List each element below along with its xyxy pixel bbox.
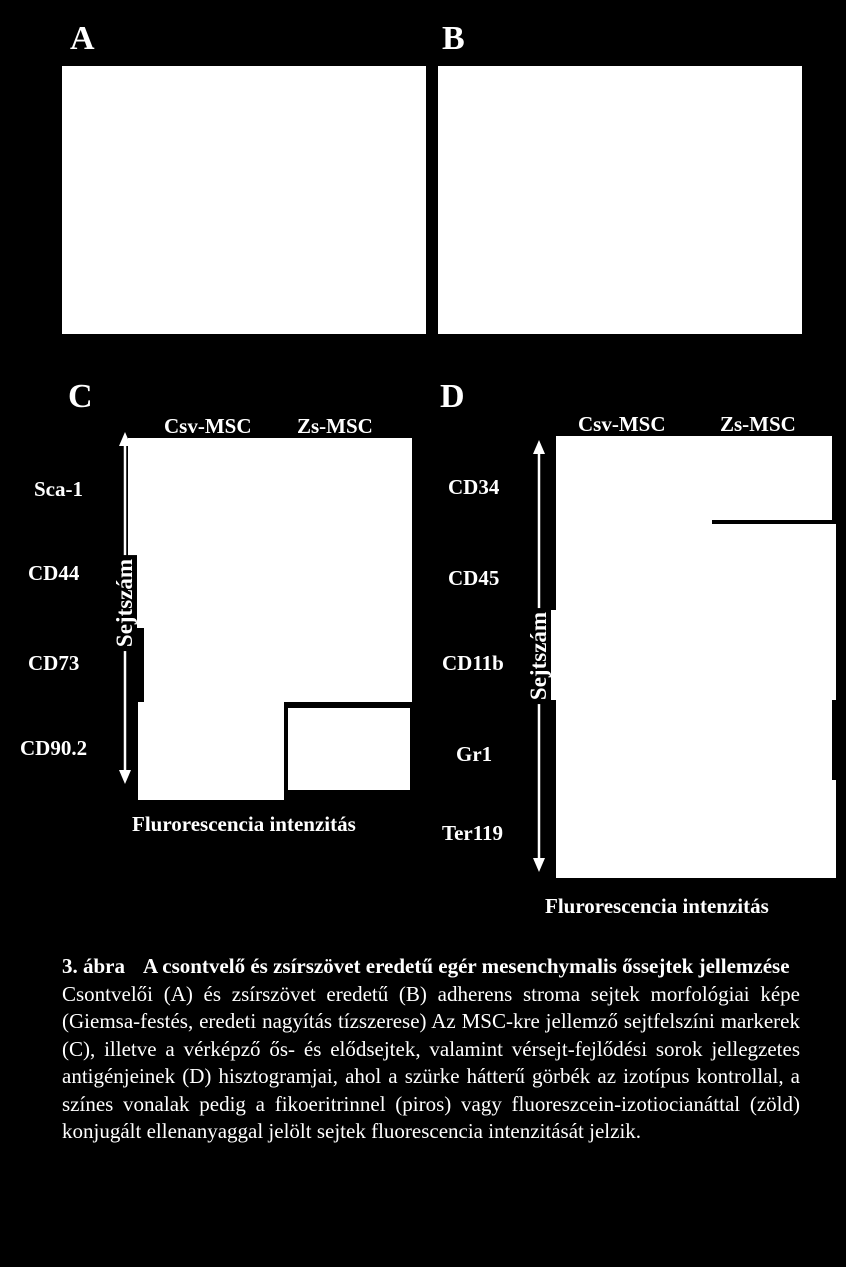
caption-title-line xyxy=(62,953,800,981)
caption-body: Csontvelői (A) és zsírszövet eredetű (B) adherens stroma sejtek morfológiai képe (Giemsa-festés, eredeti nagyítás tízszerese) Az MSC-kre jellemző sejtfelszíni markerek (C), illetve a vérképző ős- és elődsejtek, valamint vérsejt-fejlődési sorok jellegzetes antigénjeinek (D) hisztogramjai, ahol a szürke hátterű görbék az izotípus kontrollal, a színes vonalak pedig a fikoeritrinnel (piros) vagy fluoreszcein-izotiocianáttal (zöld) konjugált ellenanyaggal jelölt sejtek fluorescencia intenzitását jelzik. xyxy=(62,981,800,1143)
histogram-d-zs-4 xyxy=(712,700,832,784)
panel-label-d: D xyxy=(440,378,465,415)
panel-d-marker: CD34 xyxy=(448,475,500,499)
panel-c-marker: CD90.2 xyxy=(20,736,88,760)
histogram-d-csv-1 xyxy=(556,436,712,520)
panel-d-marker: CD11b xyxy=(442,651,504,675)
histogram-d-csv-5 xyxy=(556,788,688,878)
histogram-d-zs-3 xyxy=(712,610,836,700)
figure-caption xyxy=(62,953,800,1146)
panel-c-x-label: Flurorescencia intenzitás xyxy=(132,812,356,836)
micrograph-b xyxy=(438,66,802,334)
panel-label-c: C xyxy=(68,378,93,415)
panel-d-col-zs: Zs-MSC xyxy=(716,412,800,436)
histogram-c-zs-4 xyxy=(288,708,410,790)
histogram-c-csv-2 xyxy=(128,548,284,628)
panel-c-y-label: Sejtszám xyxy=(113,555,137,651)
panel-d-col-csv: Csv-MSC xyxy=(578,412,666,436)
panel-c-marker: CD44 xyxy=(28,561,80,585)
histogram-c-zs-1 xyxy=(284,438,412,548)
panel-d-marker: Gr1 xyxy=(456,742,493,766)
histogram-d-zs-2 xyxy=(712,524,836,610)
panel-c-marker: CD73 xyxy=(28,651,80,675)
panel-c-col-zs: Zs-MSC xyxy=(293,414,377,438)
panel-label-b: B xyxy=(442,20,465,57)
histogram-d-zs-5 xyxy=(688,780,836,878)
panel-d-y-label: Sejtszám xyxy=(527,608,551,704)
histogram-d-csv-3 xyxy=(548,610,712,700)
histogram-d-csv-4 xyxy=(556,700,712,788)
histogram-c-csv-3 xyxy=(144,628,284,702)
histogram-c-csv-1 xyxy=(128,438,284,548)
panel-label-a: A xyxy=(70,20,95,57)
histogram-d-csv-2 xyxy=(556,520,712,610)
histogram-c-zs-3 xyxy=(284,628,412,702)
panel-d-x-label: Flurorescencia intenzitás xyxy=(545,894,769,918)
micrograph-a xyxy=(62,66,426,334)
panel-c-marker: Sca-1 xyxy=(34,477,83,501)
caption-number: 3. ábra xyxy=(62,954,125,978)
histogram-c-zs-2 xyxy=(284,548,412,628)
panel-d-marker: Ter119 xyxy=(442,821,504,845)
caption-title: A csontvelő és zsírszövet eredetű egér mesenchymalis őssejtek jellemzése xyxy=(143,954,790,978)
histogram-c-csv-4 xyxy=(138,702,284,800)
panel-c-col-csv: Csv-MSC xyxy=(164,414,252,438)
histogram-d-zs-1 xyxy=(712,436,832,520)
panel-d-marker: CD45 xyxy=(448,566,500,590)
